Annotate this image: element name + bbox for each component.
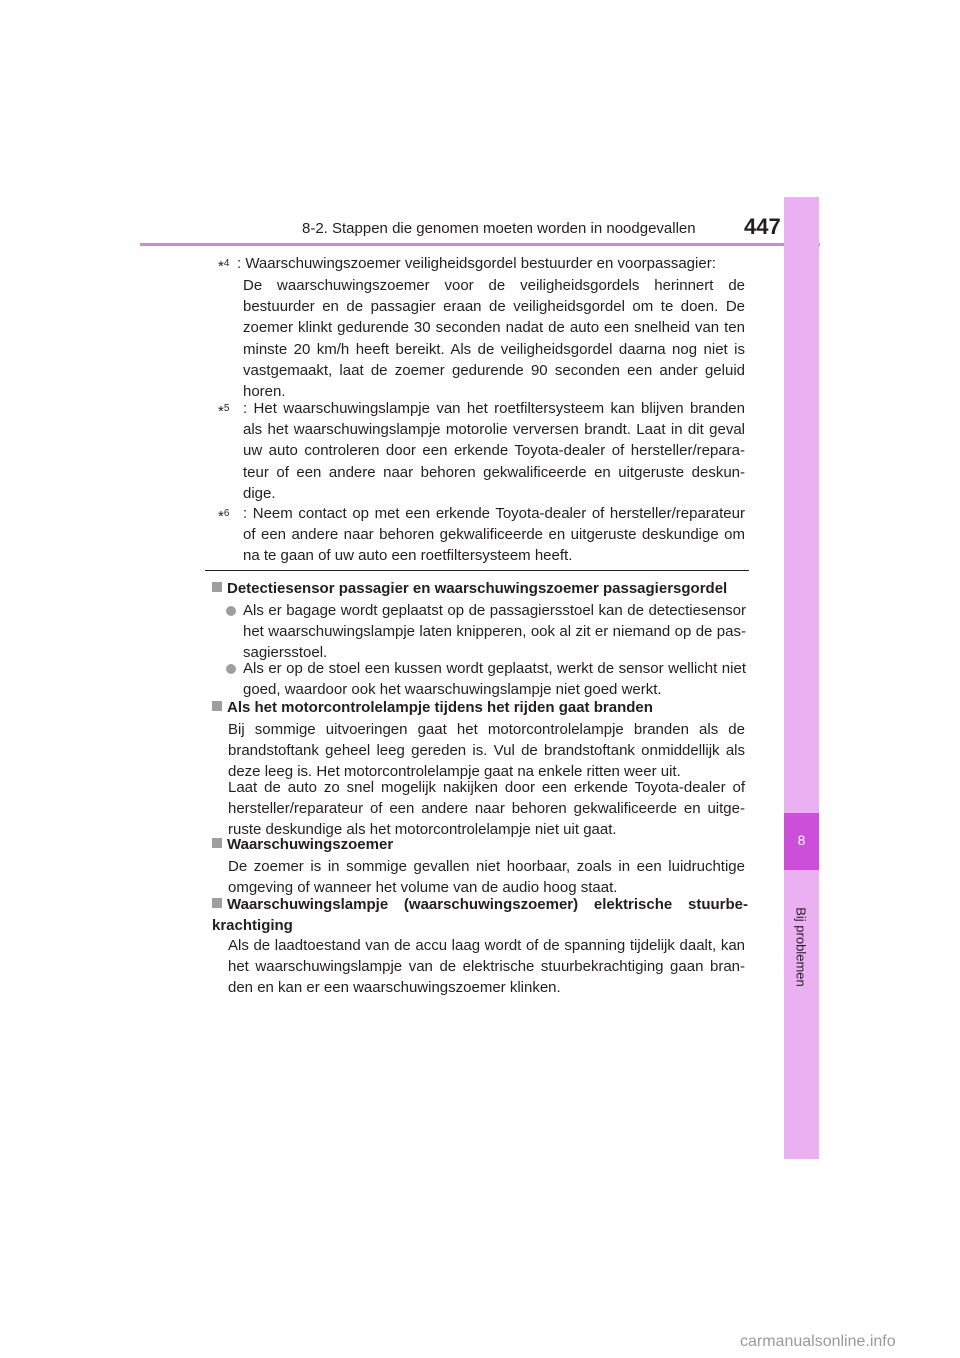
list-item — [226, 600, 746, 664]
watermark: carmanualsonline.info — [740, 1333, 896, 1350]
chapter-side-tab[interactable] — [784, 197, 819, 1159]
section-paragraph: De zoemer is in sommige gevallen niet hoorbaar, zoals in een luidruchtige omgeving of wanneer het volume van de audio hoog staat. — [228, 858, 745, 897]
chapter-number: 8 — [797, 832, 806, 848]
square-bullet-icon — [212, 898, 222, 908]
section-heading-power-steering: Waarschuwingslampje (waarschuwingszoemer) elektrische stuurbe-krachtiging — [212, 896, 748, 934]
header-title: 8-2. Stappen die genomen moeten worden in noodgevallen — [302, 220, 696, 237]
footnote-marker-5: *$^5$ — [218, 403, 230, 420]
footnote-6-text — [237, 503, 745, 567]
footnote-4-text: De waarschuwingszoemer voor de veiligheidsgordels herinnert de bestuurder en de passagier eraan de veiligheidsgordel om te doen. De zoemer klinkt gedurende 30 seconden nadat de auto een snelheid van ten minste 20 km/h heeft bereikt. Als de veiligheidsgordel daarna nog niet is vastgemaakt, laat de zoemer gedurende 90 seconden een ander geluid horen. — [243, 277, 745, 401]
square-bullet-icon — [212, 582, 222, 592]
section-paragraph: Als de laadtoestand van de accu laag wordt of de spanning tijdelijk daalt, kan het waarschuwingslampje van de elektrische stuurbekrachtiging gaan bran-den en kan er een waarschuwingszoemer klinken. — [228, 937, 745, 997]
section-paragraph: Laat de auto zo snel mogelijk nakijken door een erkende Toyota-dealer of hersteller/reparateur of een andere naar behoren gekwalificeerde en uitge-ruste deskundige als het motorcontrolelampje niet uit gaat. — [228, 779, 745, 839]
footnote-6-body: : Neem contact op met een erkende Toyota-dealer of hersteller/reparateur of een andere naar behoren gekwalificeerde en uitgeruste deskundige om na te gaan of uw auto een roetfiltersysteem heeft. — [243, 505, 745, 565]
footnote-marker-4: *$^4$ — [218, 258, 230, 275]
square-bullet-icon — [212, 701, 222, 711]
list-item-text: Als er bagage wordt geplaatst op de passagiersstoel kan de detectiesensor het waarschuwingslampje laten knipperen, ook al zit er niemand op de pas-sagiersstoel. — [243, 602, 746, 662]
section-divider — [205, 570, 749, 571]
footnote-marker-6: *$^6$ — [218, 508, 230, 525]
section-heading-engine-light: Als het motorcontrolelampje tijdens het rijden gaat branden — [212, 697, 752, 718]
round-bullet-icon — [226, 664, 236, 674]
page-header — [140, 200, 820, 246]
section-heading-passenger-sensor: Detectiesensor passagier en waarschuwingszoemer passagiersgordel — [212, 578, 752, 599]
footnote-5-body: : Het waarschuwingslampje van het roetfiltersysteem kan blijven branden als het waarschuwingslampje motorolie verversen brandt. Laat in dit geval uw auto controleren door een erkende Toyota-dealer of hersteller/repara-teur of een andere naar behoren gekwalificeerde en uitgeruste deskun-dige. — [243, 400, 745, 502]
square-bullet-icon — [212, 838, 222, 848]
list-item-text: Als er op de stoel een kussen wordt geplaatst, werkt de sensor wellicht niet goed, waardoor ook het waarschuwingslampje niet goed werkt. — [243, 660, 746, 699]
section-heading-buzzer: Waarschuwingszoemer — [212, 834, 752, 855]
chapter-label: Bij problemen — [793, 907, 809, 987]
footnote-4-title: : Waarschuwingszoemer veiligheidsgordel bestuurder en voorpassagier: — [237, 255, 716, 272]
chapter-number-box — [784, 813, 819, 870]
section-paragraph: Bij sommige uitvoeringen gaat het motorcontrolelampje branden als de brandstoftank geheel leeg gereden is. Vul de brandstoftank onmiddellijk als deze leeg is. Het motorcontrolelampje gaat na enkele ritten weer uit. — [228, 721, 745, 781]
list-item — [226, 658, 746, 700]
footnote-5-text — [237, 398, 745, 504]
header-rule — [140, 243, 820, 246]
page-number: 447 — [744, 214, 781, 239]
round-bullet-icon — [226, 606, 236, 616]
